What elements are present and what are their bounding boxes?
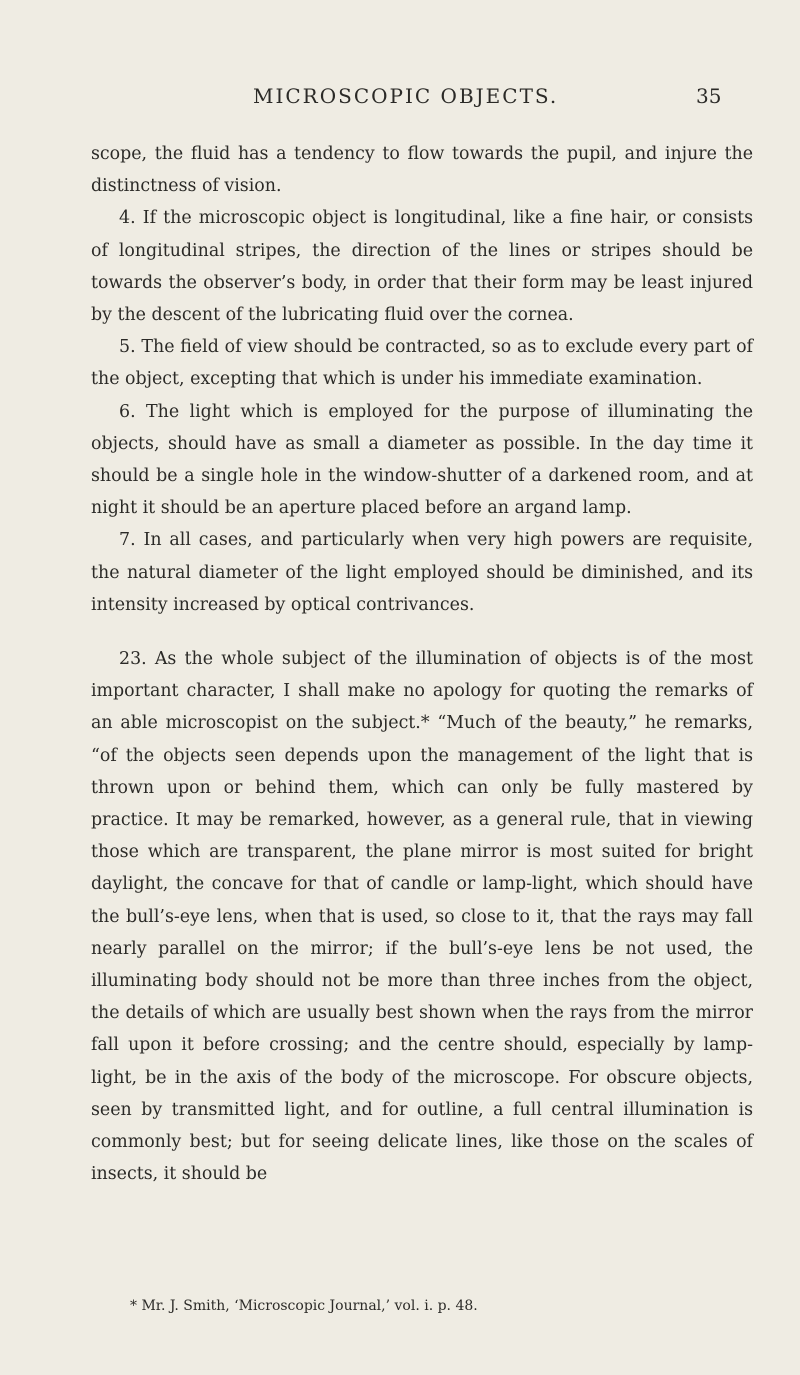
paragraph-rule-4: 4. If the microscopic object is longitudinal, like a fine hair, or consists of longitudinal stripes, the direction of the lines or stripes should be towards the observer’s body, in order that their form may be least injured by the descent of the lubricating fluid over the cornea. (91, 208, 753, 326)
paragraph-rule-7: 7. In all cases, and particularly when very high powers are requisite, the natural diameter of the light employed should be diminished, and its intensity increased by optical contrivances. (91, 530, 753, 615)
running-title: MICROSCOPIC OBJECTS. (253, 84, 559, 108)
footnote: * Mr. J. Smith, ‘Microscopic Journal,’ vol. i. p. 48. (130, 1298, 478, 1314)
paragraph-section-23: 23. As the whole subject of the illumination of objects is of the most important character, I shall make no apology for quoting the remarks of an able microscopist on the subject.* “Much of the beauty,” he remarks, “of the objects seen depends upon the management of the light that is thrown upon or behind them, which can only be fully mastered by practice. It may be remarked, however, as a general rule, that in viewing those which are transparent, the plane mirror is most suited for bright daylight, the concave for that of candle or lamp-light, which should have the bull’s-eye lens, when that is used, so close to it, that the rays may fall nearly parallel on the mirror; if the bull’s-eye lens be not used, the illuminating body should not be more than three inches from the object, the details of which are usually best shown when the rays from the mirror fall upon it before crossing; and the centre should, especially by lamp-light, be in the axis of the body of the microscope. For obscure objects, seen by transmitted light, and for outline, a full central illumination is commonly best; but for seeing delicate lines, like those on the scales of insects, it should be (91, 649, 753, 1185)
body-text (91, 138, 753, 1191)
page-number: 35 (696, 84, 722, 108)
paragraph-continuation: scope, the fluid has a tendency to flow towards the pupil, and injure the distinctness of vision. (91, 144, 753, 197)
paragraph-rule-6: 6. The light which is employed for the purpose of illuminating the objects, should have as small a diameter as possible. In the day time it should be a single hole in the window-shutter of a darkened room, and at night it should be an aperture placed before an argand lamp. (91, 401, 753, 519)
paragraph-rule-5: 5. The field of view should be contracted, so as to exclude every part of the object, excepting that which is under his immediate examination. (91, 337, 753, 390)
page-header (0, 84, 800, 114)
